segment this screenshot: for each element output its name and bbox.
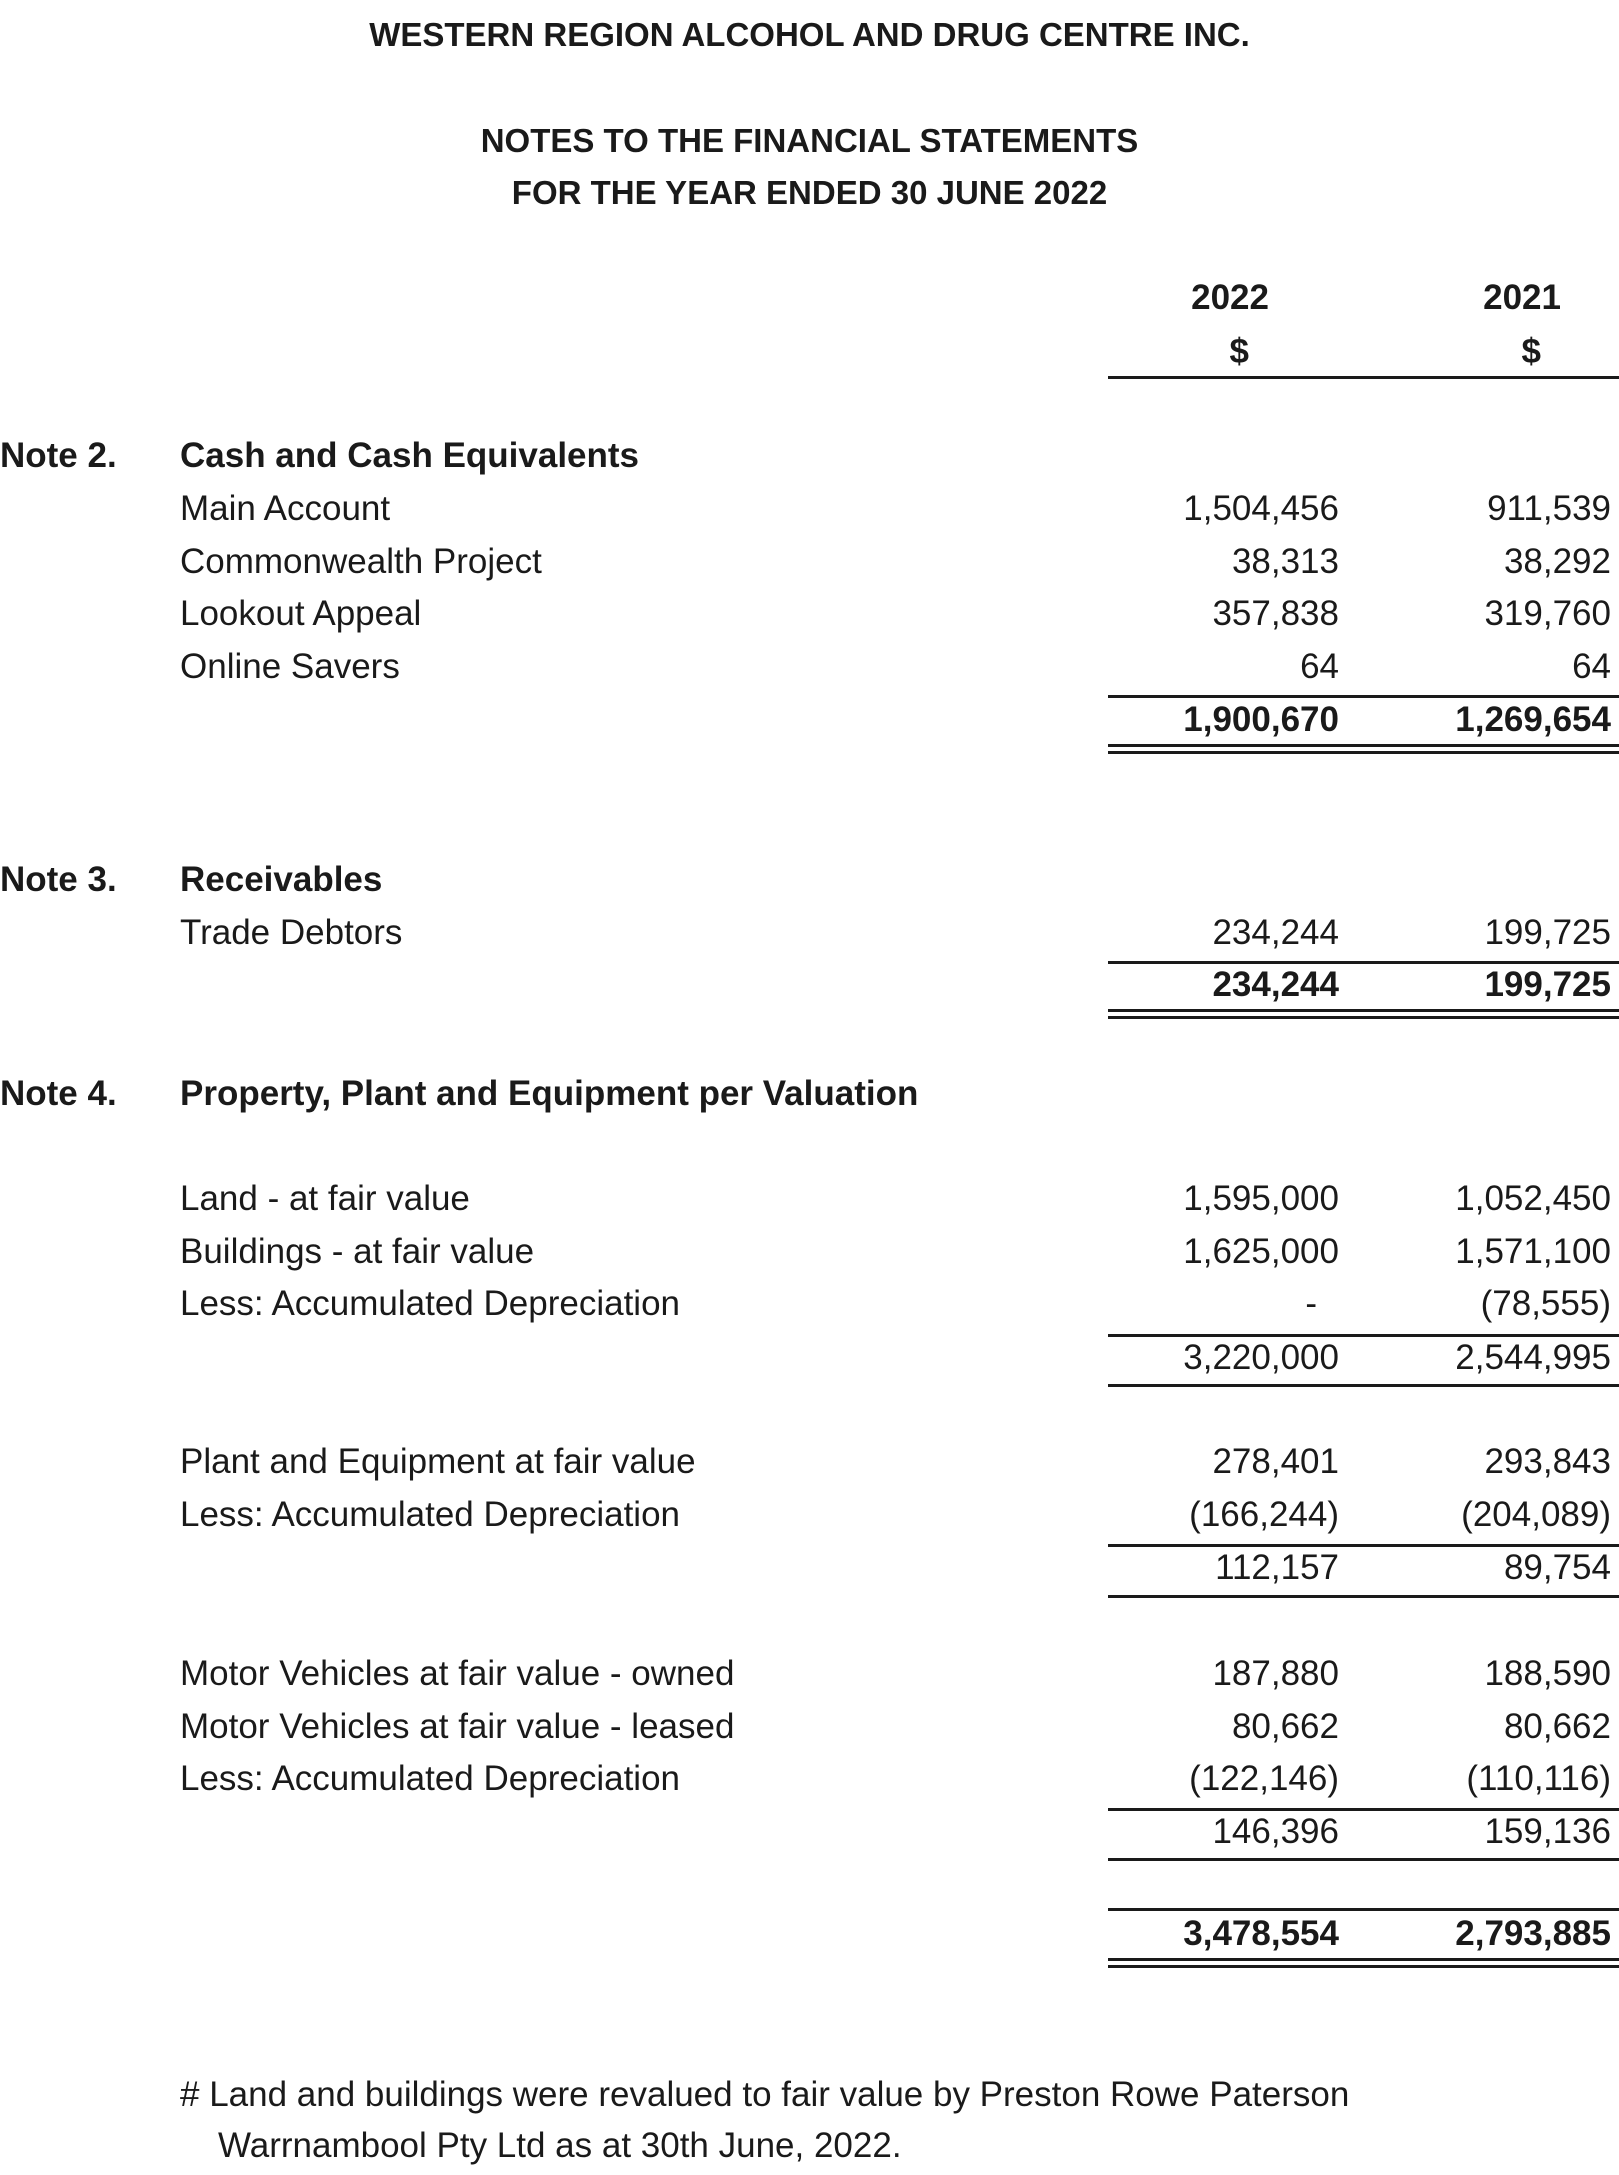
organization-name: WESTERN REGION ALCOHOL AND DRUG CENTRE INC.: [369, 16, 1250, 53]
total-double-rule: [1108, 744, 1619, 754]
vehicles-subtotal-2022: 146,396: [1212, 1812, 1339, 1851]
plant-subtotal-2022: 112,157: [1215, 1548, 1339, 1587]
vehicles-subtotal-2021: 159,136: [1484, 1812, 1611, 1851]
note-3-title: Receivables: [180, 860, 383, 899]
value-2022: 1,504,456: [1183, 489, 1339, 528]
note-2-title: Cash and Cash Equivalents: [180, 436, 640, 475]
land-buildings-subtotal-2021: 2,544,995: [1455, 1338, 1611, 1377]
value-2022: 234,244: [1212, 913, 1339, 952]
total-double-rule: [1108, 1009, 1619, 1019]
row-label: Plant and Equipment at fair value: [180, 1442, 696, 1481]
subtotal-rule: [1108, 1908, 1619, 1911]
row-label: Main Account: [180, 489, 391, 528]
note-2-number: Note 2.: [0, 436, 117, 475]
value-2021: (78,555): [1480, 1284, 1611, 1323]
note-3-number: Note 3.: [0, 860, 117, 899]
subtotal-rule: [1108, 961, 1619, 964]
row-label: Online Savers: [180, 647, 400, 686]
subtotal-rule: [1108, 1384, 1619, 1387]
subtotal-rule: [1108, 695, 1619, 698]
row-label: Land - at fair value: [180, 1179, 470, 1218]
header-rule: [1108, 376, 1619, 379]
note-4-total-2022: 3,478,554: [1183, 1914, 1339, 1953]
value-2021: 80,662: [1503, 1707, 1611, 1746]
value-2021: (110,116): [1466, 1759, 1611, 1798]
value-2022: 1,625,000: [1183, 1232, 1339, 1271]
footnote-line-1: # Land and buildings were revalued to fair value by Preston Rowe Paterson: [180, 2075, 1350, 2114]
row-label: Buildings - at fair value: [180, 1232, 535, 1271]
value-2022: 1,595,000: [1183, 1179, 1339, 1218]
value-2022: 187,880: [1212, 1654, 1339, 1693]
row-label: Commonwealth Project: [180, 542, 542, 581]
page-title: NOTES TO THE FINANCIAL STATEMENTS: [480, 122, 1139, 159]
plant-subtotal-2021: 89,754: [1503, 1548, 1611, 1587]
subtotal-rule: [1108, 1858, 1619, 1861]
note-3-total-2022: 234,244: [1212, 965, 1339, 1004]
value-2021: 38,292: [1503, 542, 1611, 581]
value-2021: 293,843: [1484, 1442, 1611, 1481]
value-2021: (204,089): [1461, 1495, 1611, 1534]
value-2022: 38,313: [1231, 542, 1339, 581]
note-2-total-2021: 1,269,654: [1455, 700, 1611, 739]
row-label: Lookout Appeal: [180, 594, 422, 633]
value-2022: 357,838: [1212, 594, 1339, 633]
value-2021: 1,052,450: [1455, 1179, 1611, 1218]
note-4-number: Note 4.: [0, 1074, 117, 1113]
value-2021: 319,760: [1484, 594, 1611, 633]
value-2022: 278,401: [1212, 1442, 1339, 1481]
column-header-2022: 2022: [1191, 278, 1269, 317]
value-2021: 64: [1572, 647, 1611, 686]
note-3-total-2021: 199,725: [1484, 965, 1611, 1004]
subtotal-rule: [1108, 1544, 1619, 1547]
row-label: Less: Accumulated Depreciation: [180, 1284, 680, 1323]
note-2-total-2022: 1,900,670: [1183, 700, 1339, 739]
column-unit-2021: $: [1521, 332, 1541, 371]
value-2022: 64: [1300, 647, 1339, 686]
value-2022: (122,146): [1189, 1759, 1339, 1798]
subtotal-rule: [1108, 1334, 1619, 1337]
value-2022: 80,662: [1231, 1707, 1339, 1746]
row-label: Motor Vehicles at fair value - owned: [180, 1654, 735, 1693]
value-2021: 1,571,100: [1455, 1232, 1611, 1271]
value-2021: 911,539: [1487, 489, 1611, 528]
value-2021: 188,590: [1484, 1654, 1611, 1693]
row-label: Motor Vehicles at fair value - leased: [180, 1707, 735, 1746]
row-label: Trade Debtors: [180, 913, 403, 952]
subtotal-rule: [1108, 1595, 1619, 1598]
column-header-2021: 2021: [1483, 278, 1561, 317]
land-buildings-subtotal-2022: 3,220,000: [1183, 1338, 1339, 1377]
subtotal-rule: [1108, 1808, 1619, 1811]
value-2022: -: [1305, 1284, 1317, 1323]
footnote-line-2: Warrnambool Pty Ltd as at 30th June, 2022.: [218, 2126, 902, 2165]
value-2022: (166,244): [1189, 1495, 1339, 1534]
column-unit-2022: $: [1229, 332, 1249, 371]
row-label: Less: Accumulated Depreciation: [180, 1759, 680, 1798]
note-4-total-2021: 2,793,885: [1455, 1914, 1611, 1953]
note-4-title: Property, Plant and Equipment per Valuation: [180, 1074, 919, 1113]
period-subtitle: FOR THE YEAR ENDED 30 JUNE 2022: [511, 174, 1108, 211]
total-double-rule: [1108, 1958, 1619, 1968]
value-2021: 199,725: [1484, 913, 1611, 952]
row-label: Less: Accumulated Depreciation: [180, 1495, 680, 1534]
